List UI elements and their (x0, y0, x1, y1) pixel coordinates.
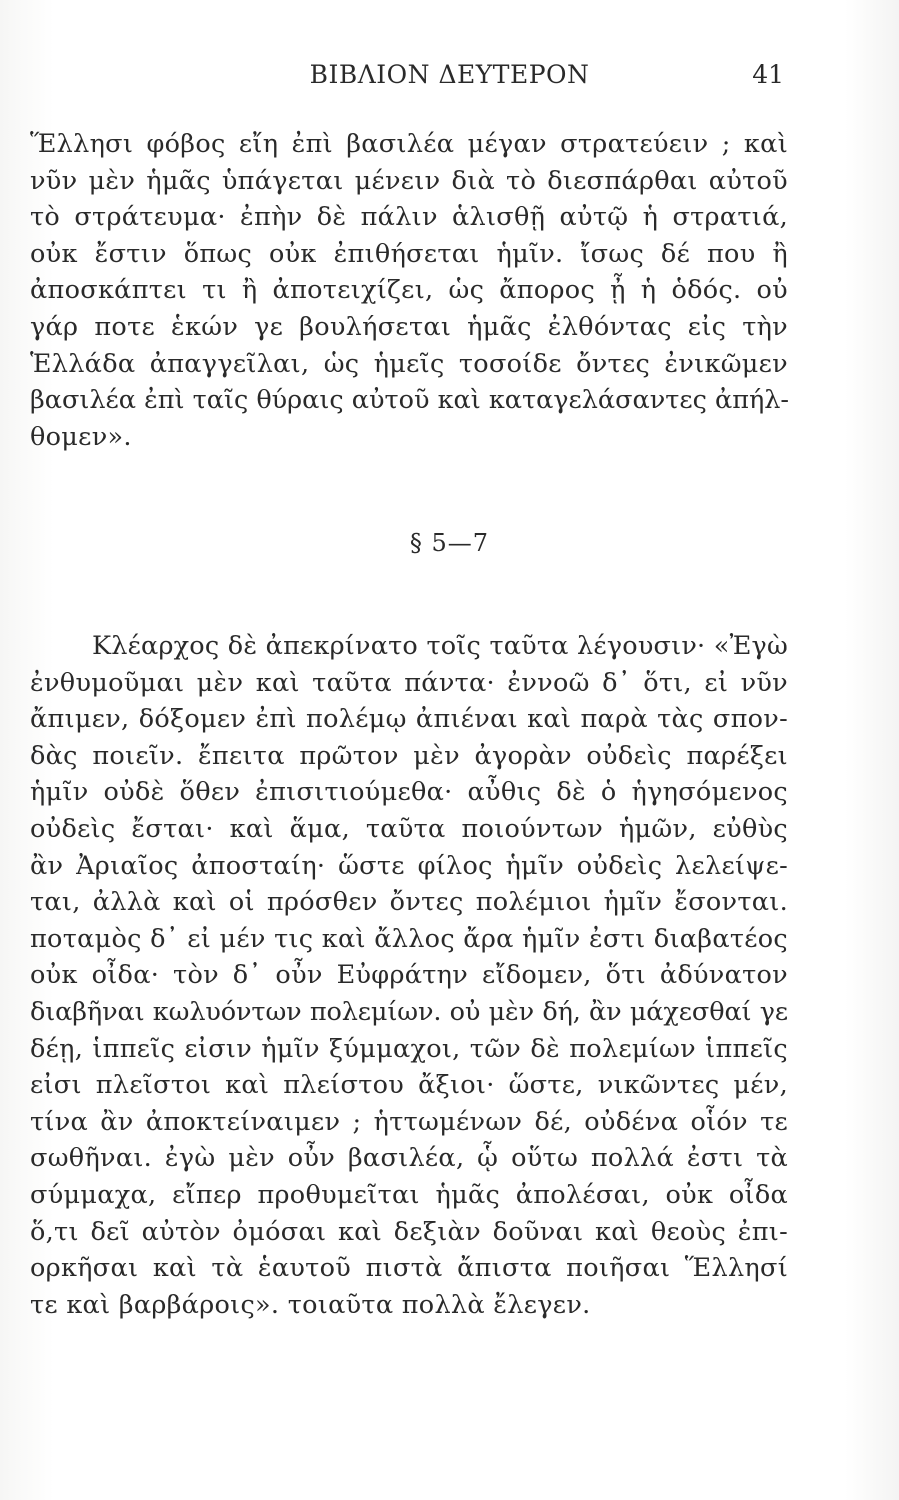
text-line: ὅ,τι δεῖ αὐτὸν ὀμόσαι καὶ δεξιὰν δοῦναι καὶ θεοὺς ἐπι- (30, 1216, 788, 1247)
text-line: ται, ἀλλὰ καὶ οἱ πρόσθεν ὄντες πολέμιοι ἡμῖν ἔσονται. (30, 887, 788, 918)
text-line: τὸ στράτευμα· ἐπὴν δὲ πάλιν ἁλισθῇ αὐτῷ ἡ στρατιά, (30, 202, 788, 233)
text-line: Ἑλλάδα ἀπαγγεῖλαι, ὡς ἡμεῖς τοσοίδε ὄντες ἐνικῶμεν (30, 348, 788, 379)
text-line: ἄπιμεν, δόξομεν ἐπὶ πολέμῳ ἀπιέναι καὶ παρὰ τὰς σπον- (30, 704, 788, 735)
text-line: νῦν μὲν ἡμᾶς ὑπάγεται μένειν διὰ τὸ διεσπάρθαι αὐτοῦ (30, 165, 788, 196)
text-line: Ἕλλησι φόβος εἴη ἐπὶ βασιλέα μέγαν στρατεύειν ; καὶ (30, 129, 788, 159)
text-line: ἐνθυμοῦμαι μὲν καὶ ταῦτα πάντα· ἐννοῶ δ᾽ ὅτι, εἰ νῦν (30, 667, 788, 698)
text-line: οὐκ ἔστιν ὅπως οὐκ ἐπιθήσεται ἡμῖν. ἴσως δέ που ἢ (30, 238, 788, 269)
running-head (0, 55, 899, 95)
text-line: ἂν Ἀριαῖος ἀποσταίη· ὥστε φίλος ἡμῖν οὐδεὶς λελείψε- (30, 850, 788, 881)
text-line: δὰς ποιεῖν. ἔπειτα πρῶτον μὲν ἀγορὰν οὐδεὶς παρέξει (30, 740, 788, 771)
text-line: Κλέαρχος δὲ ἀπεκρίνατο τοῖς ταῦτα λέγουσιν· «Ἐγὼ (92, 631, 788, 661)
text-line: ποταμὸς δ᾽ εἰ μέν τις καὶ ἄλλος ἄρα ἡμῖν ἐστι διαβατέος (30, 923, 788, 954)
page-number: 41 (752, 60, 784, 89)
text-line: γάρ ποτε ἑκών γε βουλήσεται ἡμᾶς ἐλθόντας εἰς τὴν (30, 311, 788, 342)
text-line: ἡμῖν οὐδὲ ὅθεν ἐπισιτιούμεθα· αὖθις δὲ ὁ ἡγησόμενος (30, 777, 788, 808)
text-line: οὐκ οἶδα· τὸν δ᾽ οὖν Εὐφράτην εἴδομεν, ὅτι ἀδύνατον (30, 960, 788, 991)
text-line: οὐδεὶς ἔσται· καὶ ἅμα, ταῦτα ποιούντων ἡμῶν, εὐθὺς (30, 813, 788, 844)
text-line: βασιλέα ἐπὶ ταῖς θύραις αὐτοῦ καὶ καταγελάσαντες ἀπήλ- (30, 385, 790, 416)
text-line: τε καὶ βαρβάροις». τοιαῦτα πολλὰ ἔλεγεν. (30, 1289, 591, 1320)
paragraph-2 (30, 628, 788, 1323)
text-line: σύμμαχα, εἴπερ προθυμεῖται ἡμᾶς ἀπολέσαι, οὐκ οἶδα (30, 1179, 788, 1210)
text-line: τίνα ἂν ἀποκτείναιμεν ; ἡττωμένων δέ, οὐδένα οἷόν τε (30, 1106, 788, 1137)
running-title: ΒΙΒΛΙΟΝ ΔΕΥΤΕΡΟΝ (309, 60, 590, 89)
paragraph-1 (30, 126, 788, 455)
text-line: θομεν». (30, 421, 132, 452)
text-line: ἀποσκάπτει τι ἢ ἀποτειχίζει, ὡς ἄπορος ᾖ ἡ ὁδός. οὐ (30, 275, 788, 306)
text-line: εἰσι πλεῖστοι καὶ πλείστου ἄξιοι· ὥστε, νικῶντες μέν, (30, 1070, 788, 1101)
text-line: σωθῆναι. ἐγὼ μὲν οὖν βασιλέα, ᾧ οὕτω πολλά ἐστι τὰ (30, 1143, 788, 1174)
text-line: ορκῆσαι καὶ τὰ ἑαυτοῦ πιστὰ ἄπιστα ποιῆσαι Ἕλλησί (30, 1253, 788, 1284)
text-line: δέῃ, ἱππεῖς εἰσιν ἡμῖν ξύμμαχοι, τῶν δὲ πολεμίων ἱππεῖς (30, 1033, 788, 1064)
section-heading: § 5—7 (409, 529, 490, 557)
text-line: διαβῆναι κωλυόντων πολεμίων. οὐ μὲν δή, ἂν μάχεσθαί γε (30, 996, 788, 1027)
